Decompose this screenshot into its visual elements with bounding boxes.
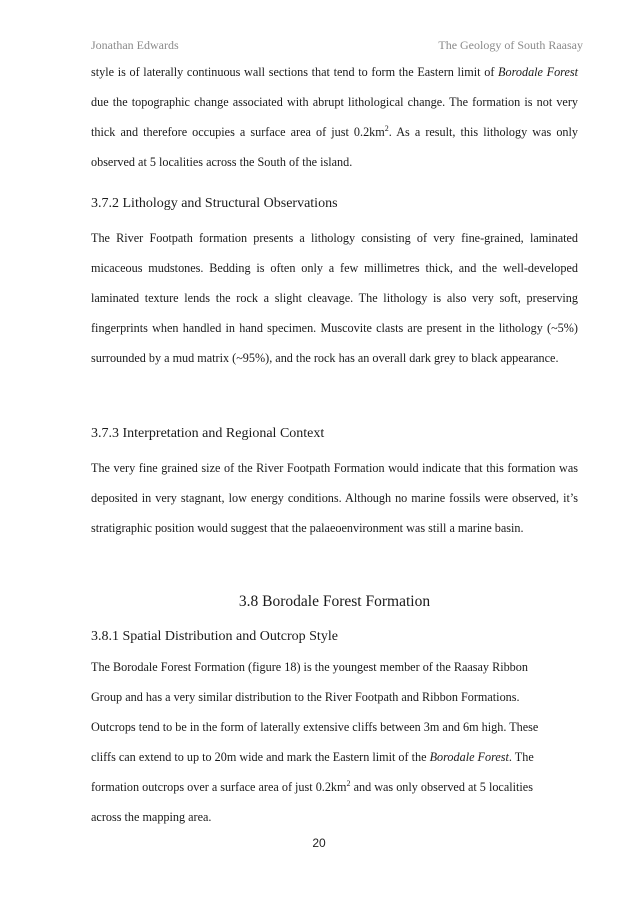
header-author: Jonathan Edwards [91, 38, 179, 52]
paragraph-interpretation: The very fine grained size of the River Footpath Formation would indicate that this formation was deposited in very stagnant, low energy conditions. Although no marine fossils were observed, it’s stratigraphic position would suggest that the palaeoenvironment was still a marine basin. [91, 461, 578, 535]
heading-3-8: 3.8 Borodale Forest Formation [238, 593, 431, 610]
italic-place-name: Borodale Forest [498, 65, 578, 79]
paragraph-lithology: The River Footpath formation presents a lithology consisting of very fine-grained, laminated micaceous mudstones. Bedding is often only a few millimetres thick, and the well-developed laminated texture lends the rock a slight cleavage. The lithology is also very soft, preserving fingerprints when handled in hand specimen. Muscovite clasts are present in the lithology (~5%) surrounded by a mud matrix (~95%), and the rock has an overall dark grey to black appearance. [91, 231, 578, 365]
paragraph-text: The Borodale Forest Formation (figure 18) is the youngest member of the Raasay Ribbon Group and has a very similar distribution to the River Footpath and Ribbon Formations. Outcrops tend to be in the form of laterally extensive cliffs between 3m and 6m high. These cliffs can extend to up to 20m wide and mark the Eastern limit of the [91, 660, 539, 764]
page-number: 20 [312, 836, 326, 850]
paragraph-spatial-distribution [91, 652, 561, 832]
paragraph-text: due the topographic change associated with abrupt lithological change. The formation is not very thick and therefore occupies a surface area of just 0.2km [91, 95, 578, 139]
running-header [91, 38, 583, 54]
paragraph-outcrop-style [91, 57, 578, 177]
heading-3-7-3: 3.7.3 Interpretation and Regional Context [91, 426, 325, 441]
heading-3-7-2: 3.7.2 Lithology and Structural Observations [91, 196, 338, 211]
paragraph-text: . As a result, this lithology was only observed at 5 localities across the South of the island. [91, 125, 578, 169]
header-title: The Geology of South Raasay [438, 38, 583, 52]
paragraph-text: style is of laterally continuous wall sections that tend to form the Eastern limit of [91, 65, 499, 79]
superscript: 2 [346, 778, 351, 788]
italic-place-name: Borodale Forest [429, 750, 509, 764]
paragraph-text: and was only observed at 5 localities across the mapping area. [91, 780, 533, 824]
paragraph-text: . The formation outcrops over a surface area of just 0.2km [91, 750, 534, 794]
superscript: 2 [384, 123, 389, 133]
heading-3-8-1: 3.8.1 Spatial Distribution and Outcrop Style [91, 629, 338, 644]
